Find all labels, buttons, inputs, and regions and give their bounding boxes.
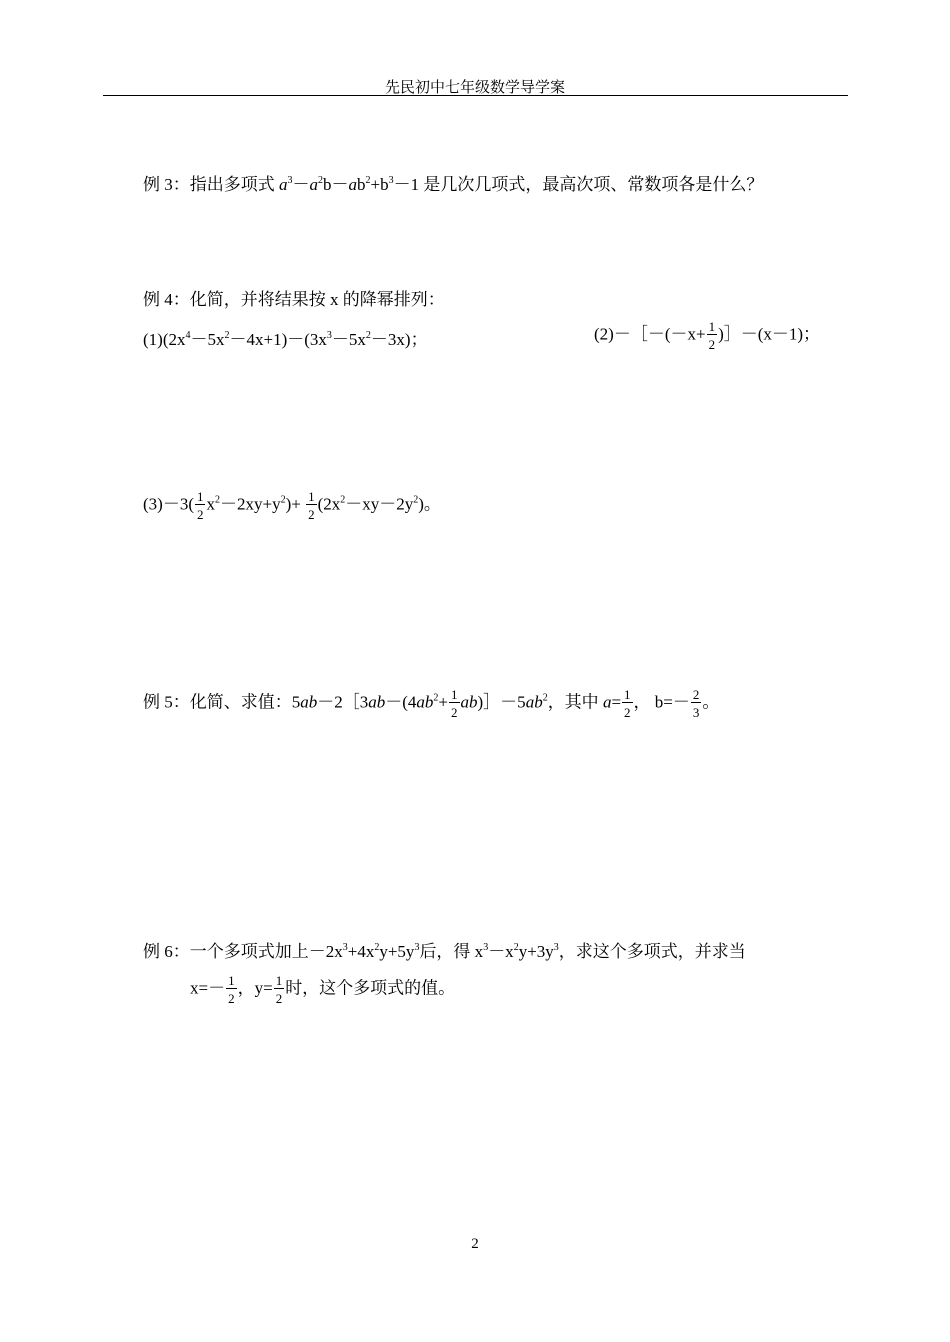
example-3: 例 3：指出多项式 $a^3-a^2b-ab^2+b^3-1$ 是几次几项式，最高次项、常数项各是什么？	[143, 175, 764, 194]
example-4-part-1: $(1)(2x^4-5x^2-4x+1)-(3x^3-5x^2-3x)$；	[143, 330, 428, 349]
example-5: 例 5：化简、求值：$5ab-2[3ab-(4ab^2+$ $\frac{1}{2}$ $ab)]-5ab^2$，其中 a= $\frac{1}{2}$ ， b=－ $\frac{2}{3}$ 。	[143, 687, 720, 720]
fraction: $\frac{1}{2}$	[275, 973, 283, 1006]
fraction: $\frac{2}{3}$	[692, 687, 700, 720]
page-header: 先民初中七年级数学导学案	[384, 80, 565, 96]
fraction: $\frac{1}{2}$	[708, 319, 716, 352]
fraction: $\frac{1}{2}$	[624, 687, 631, 720]
page-number: 2	[471, 1236, 479, 1252]
example-4-title: 例 4：化简，并将结果按 x 的降幂排列：	[143, 290, 445, 309]
fraction: $\frac{1}{2}$	[228, 973, 235, 1006]
fraction: $\frac{1}{2}$	[308, 489, 315, 522]
example-4-part-2: (2)－［－(－x+ $\frac{1}{2}$ )］－(x－1)；	[594, 319, 821, 352]
example-4-part-3: (3)－3( $\frac{1}{2}$ $x^2-2xy+y^2)+$ $\frac{1}{2}$ $(2x^2-xy-2y^2)$。	[143, 489, 441, 522]
example-6-line-1: 例 6：一个多项式加上$-2x^3+4x^2y+5y^3$后，得 $x^3-x^2y+3y^3$，求这个多项式，并求当	[143, 942, 746, 961]
fraction: $\frac{1}{2}$	[451, 687, 458, 720]
fraction: $\frac{1}{2}$	[196, 489, 204, 522]
header-rule	[103, 95, 848, 96]
example-6-line-2: x=－ $\frac{1}{2}$ ，y= $\frac{1}{2}$ 时，这个多项式的值。	[190, 973, 456, 1006]
